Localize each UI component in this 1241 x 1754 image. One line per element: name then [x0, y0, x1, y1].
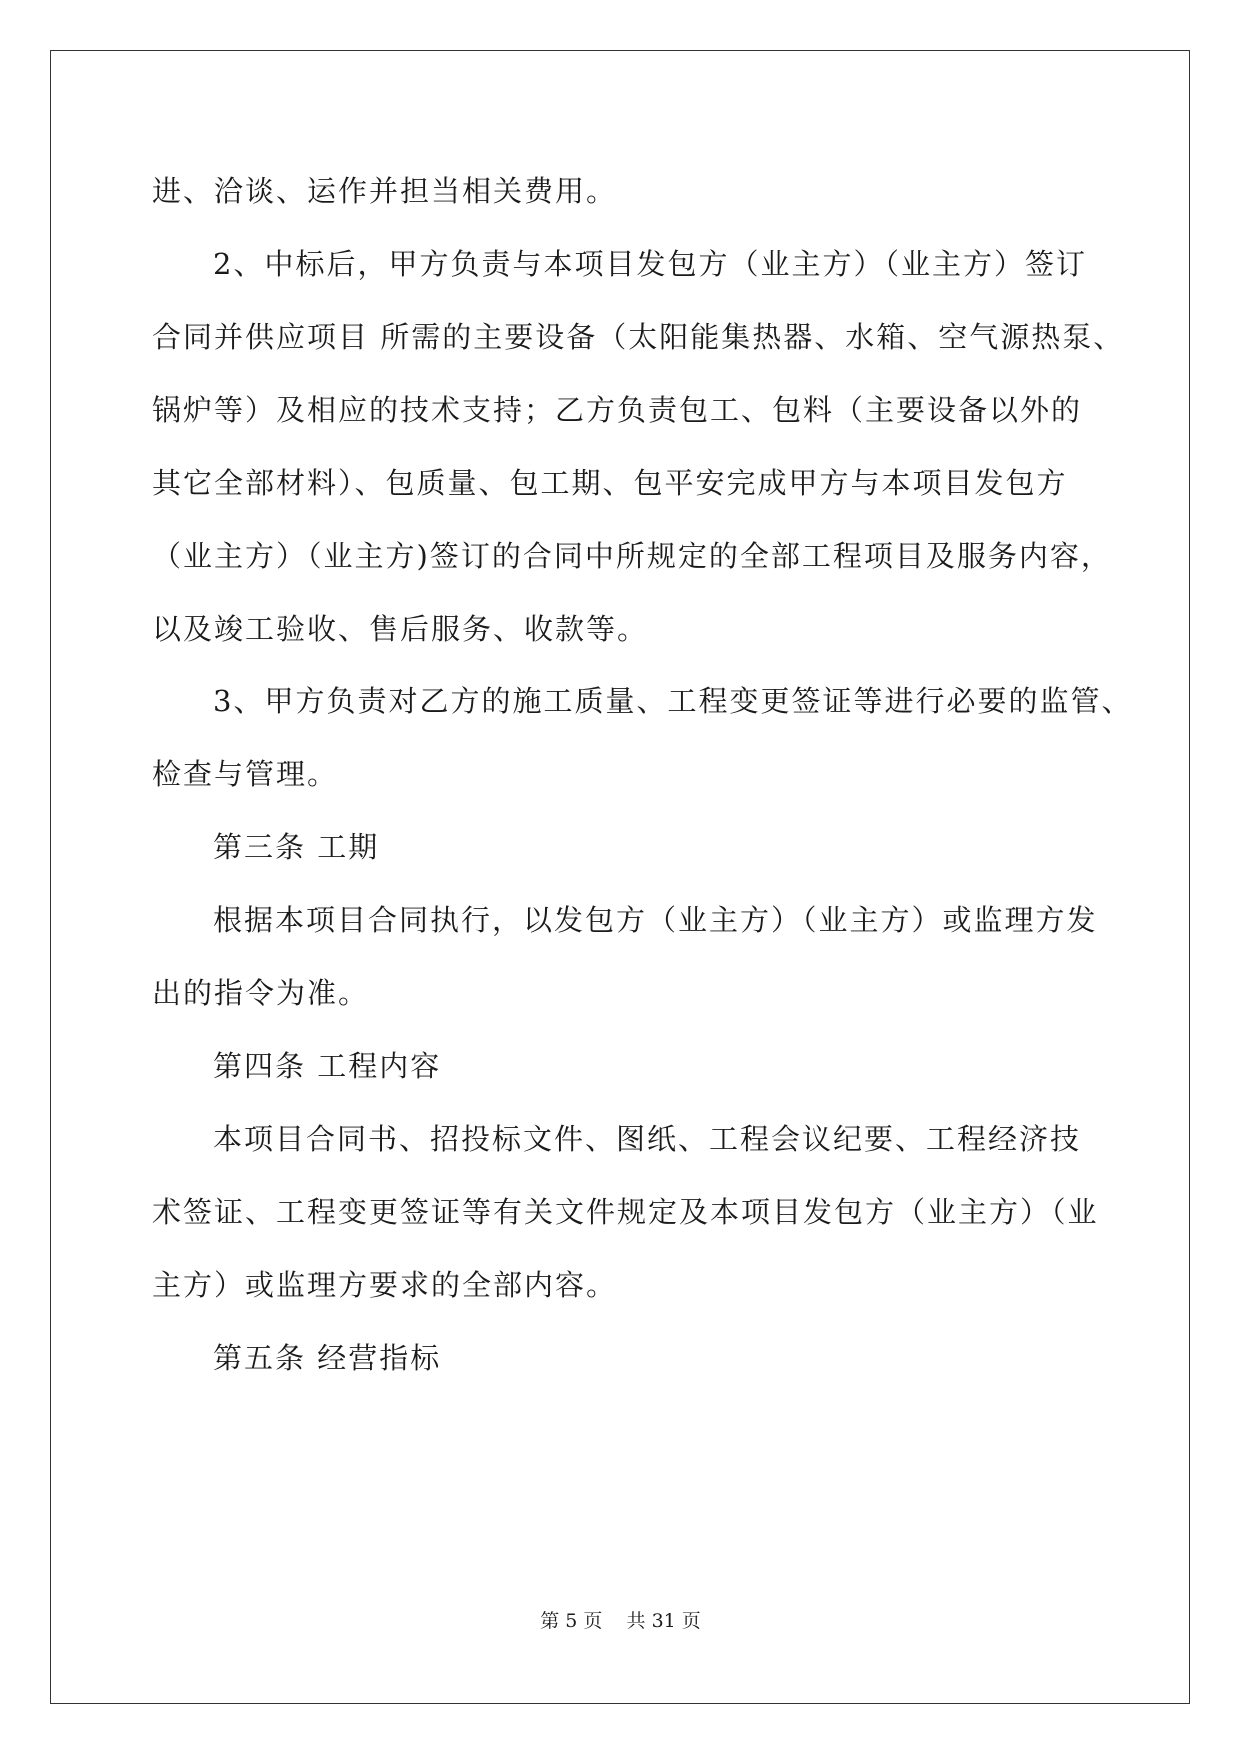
paragraph-start: 本项目合同书、招投标文件、图纸、工程会议纪要、工程经济技 — [213, 1122, 1082, 1156]
text-line: 出的指令为准。 — [152, 976, 370, 1010]
article-5-heading: 第五条 经营指标 — [213, 1341, 442, 1375]
paragraph-clause-3-start: 3、甲方负责对乙方的施工质量、工程变更签证等进行必要的监管、 — [213, 684, 1133, 718]
page-border — [50, 50, 1190, 1704]
text-line: （业主方）（业主方)签订的合同中所规定的全部工程项目及服务内容， — [152, 539, 1112, 573]
page-number-footer: 第 5 页 共 31 页 — [540, 1610, 701, 1632]
text-line: 锅炉等）及相应的技术支持；乙方负责包工、包料（主要设备以外的 — [152, 393, 1083, 427]
paragraph-clause-2-start: 2、中标后，甲方负责与本项目发包方（业主方）（业主方）签订 — [213, 247, 1087, 281]
text-line: 检查与管理。 — [152, 757, 339, 791]
article-3-heading: 第三条 工期 — [213, 830, 380, 864]
text-line: 主方）或监理方要求的全部内容。 — [152, 1268, 618, 1302]
text-line: 其它全部材料）、包质量、包工期、包平安完成甲方与本项目发包方 — [152, 466, 1068, 500]
article-4-heading: 第四条 工程内容 — [213, 1049, 442, 1083]
text-line: 进、洽谈、运作并担当相关费用。 — [152, 174, 618, 208]
paragraph-start: 根据本项目合同执行，以发包方（业主方）（业主方）或监理方发 — [213, 903, 1098, 937]
text-line: 以及竣工验收、售后服务、收款等。 — [152, 612, 649, 646]
text-line: 术签证、工程变更签证等有关文件规定及本项目发包方（业主方）（业 — [152, 1195, 1099, 1229]
text-line: 合同并供应项目 所需的主要设备（太阳能集热器、水箱、空气源热泵、 — [152, 320, 1125, 354]
